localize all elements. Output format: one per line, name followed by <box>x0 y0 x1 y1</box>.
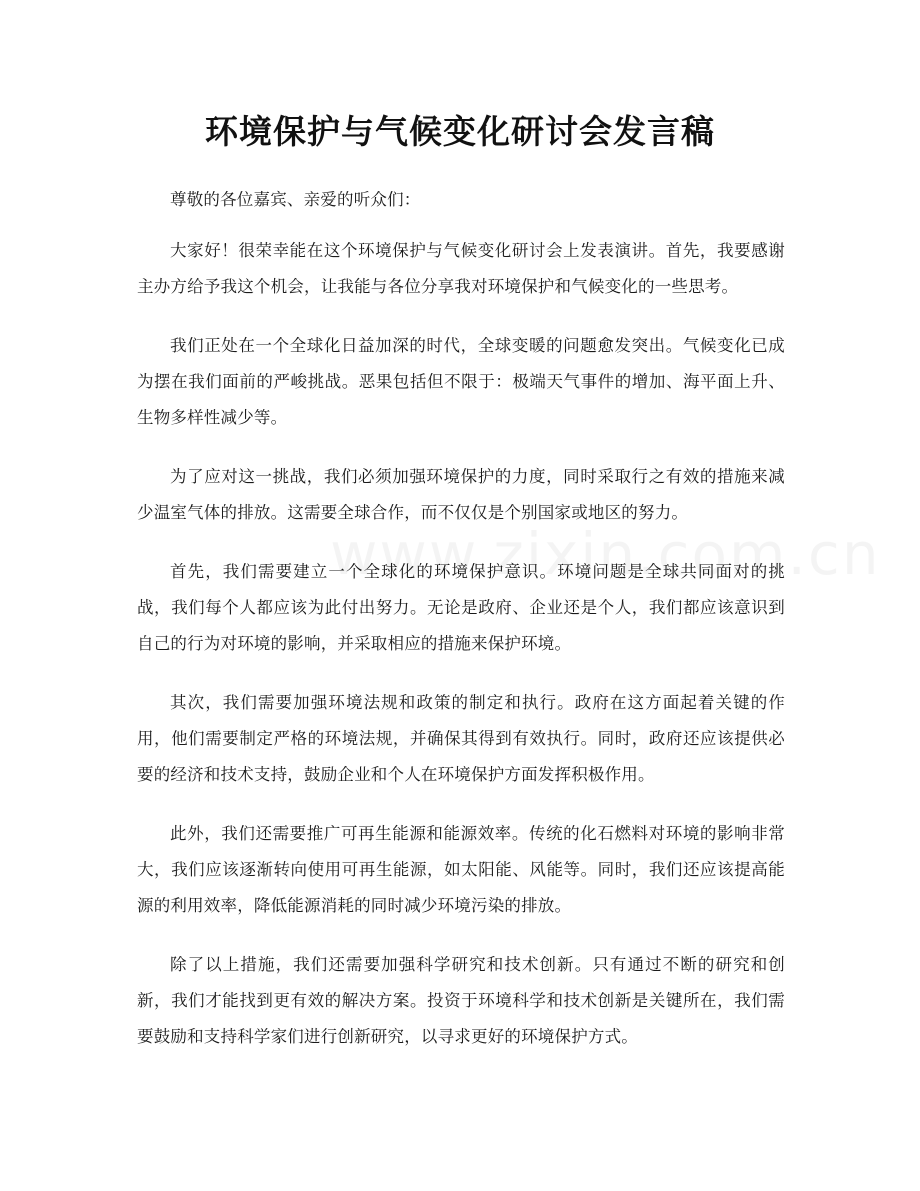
paragraph-6: 此外，我们还需要推广可再生能源和能源效率。传统的化石燃料对环境的影响非常大，我们应该逐渐转向使用可再生能源，如太阳能、风能等。同时，我们还应该提高能源的利用效率，降低能源消耗的同时减少环境污染的排放。 <box>137 824 785 915</box>
paragraph-1: 大家好！很荣幸能在这个环境保护与气候变化研讨会上发表演讲。首先，我要感谢主办方给予我这个机会，让我能与各位分享我对环境保护和气候变化的一些思考。 <box>137 241 785 296</box>
paragraph-5: 其次，我们需要加强环境法规和政策的制定和执行。政府在这方面起着关键的作用，他们需要制定严格的环境法规，并确保其得到有效执行。同时，政府还应该提供必要的经济和技术支持，鼓励企业和个人在环境保护方面发挥积极作用。 <box>137 693 785 784</box>
paragraph-2: 我们正处在一个全球化日益加深的时代，全球变暖的问题愈发突出。气候变化已成为摆在我们面前的严峻挑战。恶果包括但不限于：极端天气事件的增加、海平面上升、生物多样性减少等。 <box>137 336 785 427</box>
document-body <box>137 182 785 1078</box>
paragraph-7: 除了以上措施，我们还需要加强科学研究和技术创新。只有通过不断的研究和创新，我们才能找到更有效的解决方案。投资于环境科学和技术创新是关键所在，我们需要鼓励和支持科学家们进行创新研究，以寻求更好的环境保护方式。 <box>137 955 785 1046</box>
page-title: 环境保护与气候变化研讨会发言稿 <box>205 112 715 151</box>
greeting-paragraph: 尊敬的各位嘉宾、亲爱的听众们： <box>170 190 421 209</box>
paragraph-3: 为了应对这一挑战，我们必须加强环境保护的力度，同时采取行之有效的措施来减少温室气体的排放。这需要全球合作，而不仅仅是个别国家或地区的努力。 <box>137 467 785 522</box>
paragraph-4: 首先，我们需要建立一个全球化的环境保护意识。环境问题是全球共同面对的挑战，我们每个人都应该为此付出努力。无论是政府、企业还是个人，我们都应该意识到自己的行为对环境的影响，并采取相应的措施来保护环境。 <box>137 562 785 653</box>
